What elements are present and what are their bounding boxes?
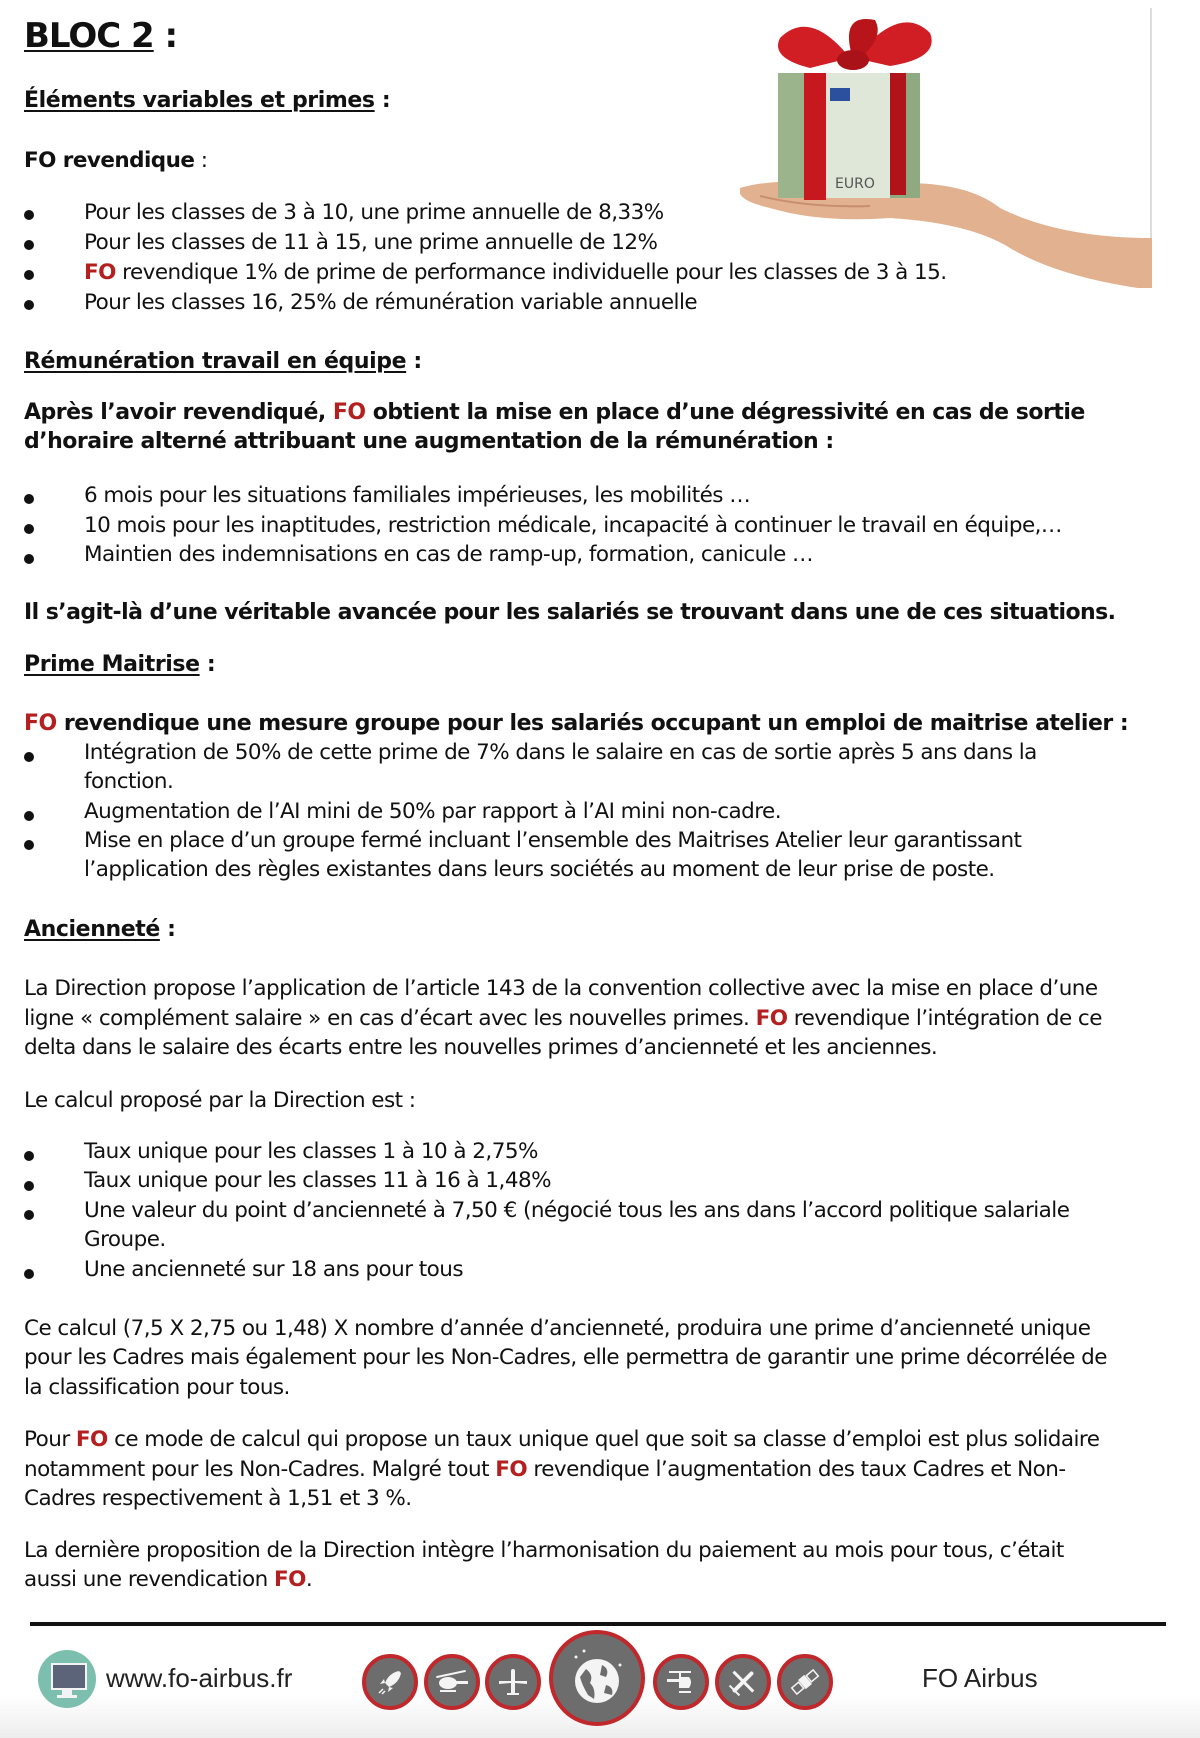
helicopter-icon	[653, 1654, 709, 1710]
anciennete-para4-line2	[24, 1567, 312, 1592]
list-item	[84, 260, 947, 285]
list-item: Pour les classes de 11 à 15, une prime annuelle de 12%	[84, 230, 658, 255]
title-text: BLOC 2	[24, 16, 154, 56]
airplane-icon	[485, 1654, 541, 1710]
bullet-icon	[24, 1151, 34, 1161]
anciennete-para3-line3: Cadres respectivement à 1,51 et 3 %.	[24, 1486, 412, 1511]
heading-text: Ancienneté	[24, 917, 160, 942]
globe-icon	[549, 1630, 645, 1726]
list-item: Pour les classes 16, 25% de rémunération variable annuelle	[84, 290, 698, 315]
fo-highlight: FO	[84, 260, 116, 285]
heading-suffix: :	[159, 917, 176, 942]
calc-intro: Le calcul proposé par la Direction est :	[24, 1088, 416, 1113]
satellite-icon	[777, 1654, 833, 1710]
para-text: ce mode de calcul qui propose un taux unique quel que soit sa classe d’emploi est plus solidaire	[107, 1427, 1100, 1452]
anciennete-para3-line1	[24, 1427, 1099, 1452]
heading-suffix: :	[374, 88, 391, 113]
maitrise-intro	[24, 711, 1128, 736]
bullet-icon	[24, 752, 34, 762]
section-heading-equipe	[24, 349, 422, 374]
fo-highlight: FO	[75, 1427, 108, 1452]
gift-box-icon	[740, 8, 1152, 288]
website-link[interactable]: www.fo-airbus.fr	[106, 1663, 293, 1693]
page-title	[24, 16, 177, 56]
list-item-continuation: l’application des règles existantes dans leurs sociétés au moment de leur prise de poste.	[84, 857, 995, 882]
list-item: Maintien des indemnisations en cas de ramp-up, formation, canicule …	[84, 542, 814, 567]
list-item: Mise en place d’un groupe fermé incluant l’ensemble des Maitrises Atelier leur garantissant	[84, 828, 1022, 853]
list-item-continuation: Groupe.	[84, 1227, 166, 1252]
list-item-continuation: fonction.	[84, 769, 174, 794]
list-item: Pour les classes de 3 à 10, une prime annuelle de 8,33%	[84, 200, 664, 225]
anciennete-para3-line2	[24, 1457, 1066, 1482]
heading-suffix: :	[199, 652, 216, 677]
fo-label: FO	[24, 148, 56, 173]
svg-text:EURO: EURO	[835, 176, 875, 192]
bullet-icon	[24, 270, 34, 280]
bullet-icon	[24, 554, 34, 564]
heading-text: Rémunération travail en équipe	[24, 349, 407, 374]
bullet-icon	[24, 1269, 34, 1279]
bullet-icon	[24, 210, 34, 220]
bullet-icon	[24, 494, 34, 504]
anciennete-para1-line2	[24, 1006, 1102, 1031]
fo-highlight: FO	[332, 400, 366, 425]
bullet-icon	[24, 811, 34, 821]
intro-text: obtient la mise en place d’une dégressivité en cas de sortie	[365, 400, 1085, 425]
fo-revendique-subheading	[24, 148, 207, 173]
anciennete-para2-line1: Ce calcul (7,5 X 2,75 ou 1,48) X nombre d’année d’ancienneté, produira une prime d’ancienneté unique	[24, 1316, 1091, 1341]
helicopter-icon	[424, 1654, 480, 1710]
subheading-suffix: :	[194, 148, 208, 173]
airplane-icon	[715, 1654, 771, 1710]
bullet-icon	[24, 840, 34, 850]
brand-name: FO Airbus	[922, 1663, 1038, 1693]
fo-highlight: FO	[273, 1567, 306, 1592]
equipe-intro-line2: d’horaire alterné attribuant une augmentation de la rémunération :	[24, 429, 834, 454]
equipe-intro-line1	[24, 400, 1085, 425]
title-suffix: :	[153, 16, 178, 56]
para-text: revendique l’augmentation des taux Cadres et Non-	[527, 1457, 1066, 1482]
bullet-icon	[24, 1210, 34, 1220]
fo-highlight: FO	[755, 1006, 788, 1031]
list-item: Intégration de 50% de cette prime de 7% dans le salaire en cas de sortie après 5 ans dans la	[84, 740, 1037, 765]
heading-text: Prime Maitrise	[24, 652, 200, 677]
bullet-icon	[24, 300, 34, 310]
anciennete-para1-line1: La Direction propose l’application de l’article 143 de la convention collective avec la mise en place d’une	[24, 976, 1098, 1001]
anciennete-para2-line2: pour les Cadres mais également pour les Non-Cadres, elle permettra de garantir une prime décorrélée de	[24, 1345, 1107, 1370]
bullet-icon	[24, 240, 34, 250]
heading-text: Éléments variables et primes	[24, 88, 375, 113]
monitor-icon	[38, 1650, 96, 1708]
equipe-conclusion: Il s’agit-là d’une véritable avancée pour les salariés se trouvant dans une de ces situations.	[24, 600, 1116, 625]
para-text: .	[305, 1567, 313, 1592]
rocket-icon	[362, 1654, 418, 1710]
list-item: Une ancienneté sur 18 ans pour tous	[84, 1257, 464, 1282]
fo-highlight: FO	[495, 1457, 528, 1482]
intro-text: revendique une mesure groupe pour les salariés occupant un emploi de maitrise atelier :	[56, 711, 1129, 736]
fo-highlight: FO	[24, 711, 57, 736]
para-text: notamment pour les Non-Cadres. Malgré tout	[24, 1457, 496, 1482]
anciennete-para4-line1: La dernière proposition de la Direction intègre l’harmonisation du paiement au mois pour tous, c’était	[24, 1538, 1064, 1563]
list-item: Une valeur du point d’ancienneté à 7,50 € (négocié tous les ans dans l’accord politique salariale	[84, 1198, 1070, 1223]
list-item: Augmentation de l’AI mini de 50% par rapport à l’AI mini non-cadre.	[84, 799, 781, 824]
list-item: 10 mois pour les inaptitudes, restriction médicale, incapacité à continuer le travail en équipe,…	[84, 513, 1062, 538]
list-item: Taux unique pour les classes 11 à 16 à 1,48%	[84, 1168, 551, 1193]
para-text: Pour	[24, 1427, 76, 1452]
section-heading-maitrise	[24, 652, 215, 677]
list-item: 6 mois pour les situations familiales impérieuses, les mobilités …	[84, 483, 751, 508]
para-text: revendique l’intégration de ce	[787, 1006, 1102, 1031]
list-item-text: revendique 1% de prime de performance individuelle pour les classes de 3 à 15.	[115, 260, 947, 285]
list-item: Taux unique pour les classes 1 à 10 à 2,75%	[84, 1139, 538, 1164]
bullet-icon	[24, 1181, 34, 1191]
heading-suffix: :	[406, 349, 422, 374]
footer-divider	[30, 1622, 1166, 1626]
anciennete-para2-line3: la classification pour tous.	[24, 1375, 290, 1400]
section-heading-elements	[24, 88, 390, 113]
gift-money-image	[740, 8, 1152, 288]
anciennete-para1-line3: delta dans le salaire des écarts entre les nouvelles primes d’ancienneté et les anciennes.	[24, 1035, 938, 1060]
bullet-icon	[24, 524, 34, 534]
section-heading-anciennete	[24, 917, 176, 942]
intro-text: Après l’avoir revendiqué,	[24, 400, 333, 425]
para-text: aussi une revendication	[24, 1567, 274, 1592]
para-text: ligne « complément salaire » en cas d’écart avec les nouvelles primes.	[24, 1006, 756, 1031]
subheading-text: revendique	[55, 148, 195, 173]
